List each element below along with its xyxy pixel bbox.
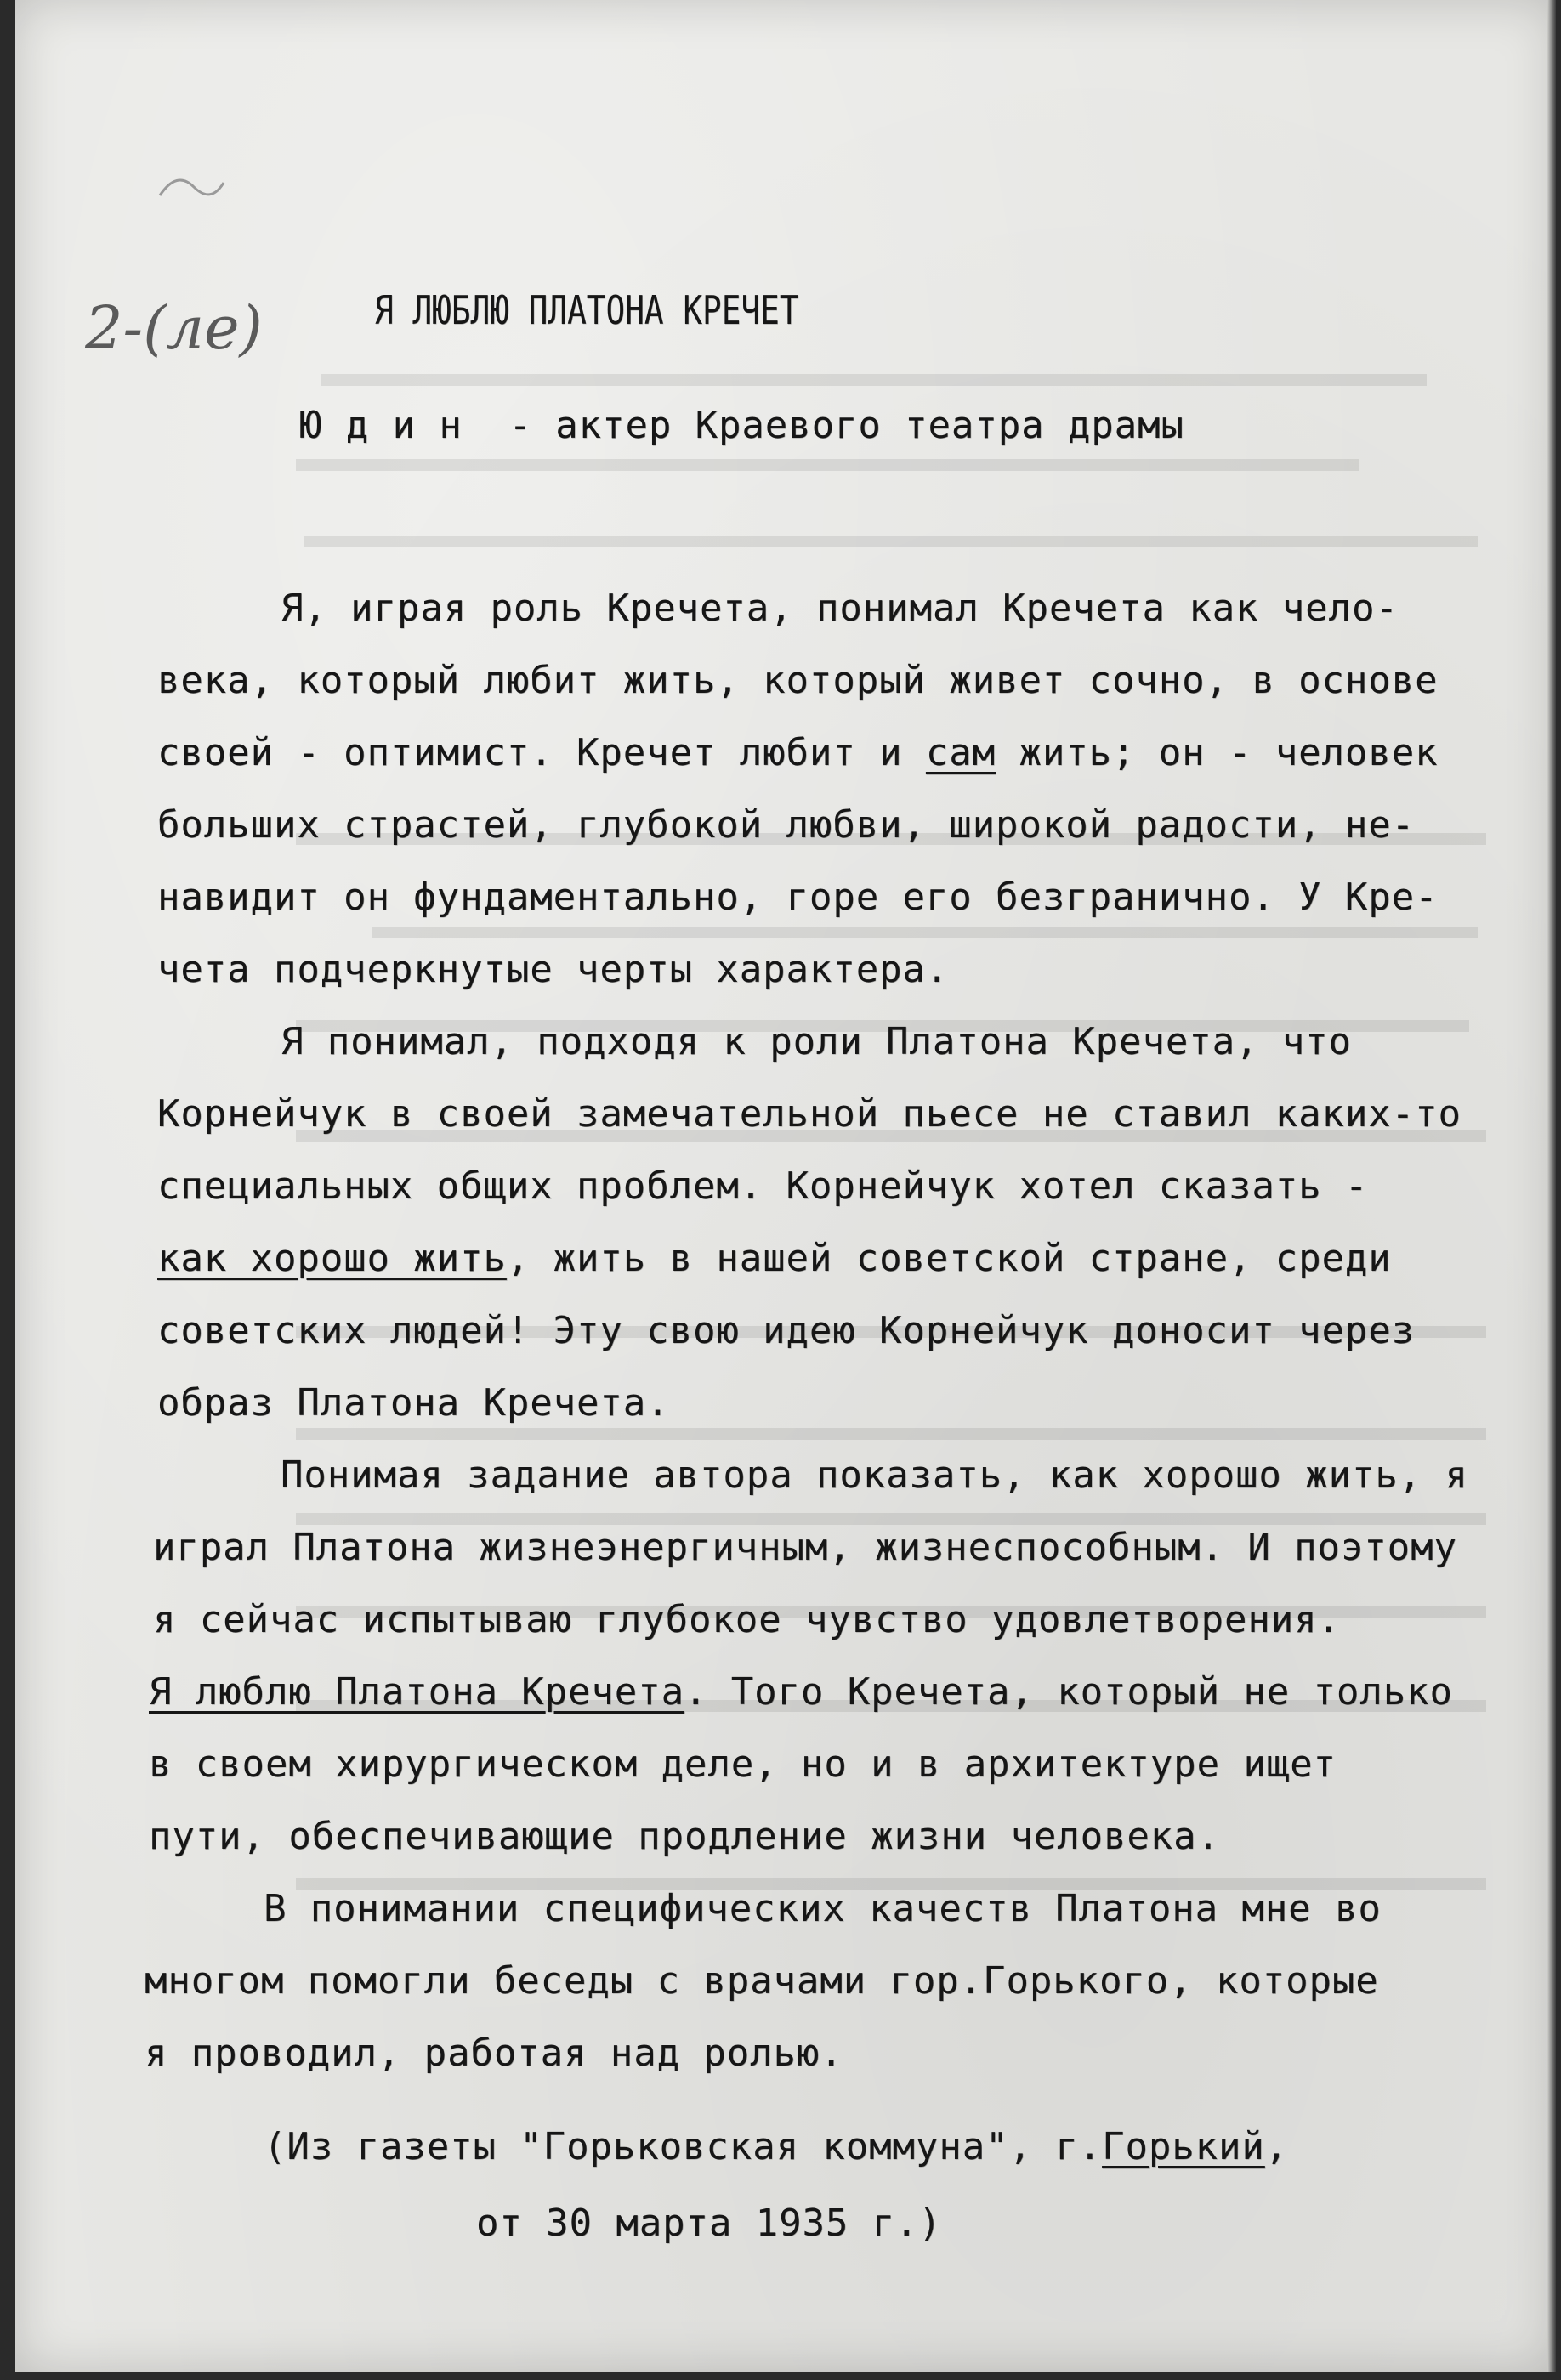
text-segment: Корнейчук в своей замечательной пьесе не ставил каких-то: [157, 1092, 1462, 1136]
body-line: [149, 1742, 1337, 1786]
body-line: [157, 1381, 670, 1425]
body-line: [153, 1526, 1457, 1569]
text-segment: века, который любит жить, который живет сочно, в основе: [157, 659, 1439, 702]
body-line: [149, 1815, 1220, 1858]
text-segment: играл Платона жизнеэнергичным, жизнеспособным. И поэтому: [153, 1526, 1457, 1569]
body-line: [145, 1959, 1379, 2003]
pencil-mark: [151, 162, 228, 212]
text-segment: я сейчас испытываю глубокое чувство удовлетворения.: [153, 1598, 1341, 1641]
text-segment: я проводил, работая над ролью.: [145, 2032, 843, 2075]
text-segment: образ Платона Кречета.: [157, 1381, 670, 1425]
body-line: [157, 1092, 1462, 1136]
body-line: [281, 586, 1399, 630]
body-line: [264, 1887, 1382, 1930]
document-page: [15, 0, 1556, 2372]
body-line: [145, 2032, 843, 2075]
body-line: [157, 1237, 1392, 1280]
text-segment: сам: [925, 731, 996, 774]
text-segment: (Из газеты "Горьковская коммуна", г.: [264, 2125, 1103, 2168]
body-line: [157, 731, 1438, 774]
text-segment: Я, играя роль Кречета, понимал Кречета как чело-: [281, 586, 1399, 630]
text-segment: В понимании специфических качеств Платона мне во: [264, 1887, 1382, 1930]
text-segment: , жить в нашей советской стране, среди: [506, 1237, 1392, 1280]
text-segment: . Того Кречета, который не только: [684, 1670, 1453, 1714]
text-segment: многом помогли беседы с врачами гор.Горького, которые: [145, 1959, 1379, 2003]
text-segment: навидит он фундаментально, горе его безгранично. У Кре-: [157, 876, 1439, 919]
text-segment: советских людей! Эту свою идею Корнейчук доносит через: [157, 1309, 1416, 1352]
body-line: [157, 659, 1438, 702]
text-segment: больших страстей, глубокой любви, широкой радости, не-: [157, 803, 1416, 847]
text-segment: в своем хирургическом деле, но и в архитектуре ищет: [149, 1742, 1337, 1786]
text-segment: специальных общих проблем. Корнейчук хотел сказать -: [157, 1164, 1369, 1208]
author-line: Ю д и н - актер Краевого театра драмы: [299, 404, 1184, 447]
text-segment: пути, обеспечивающие продление жизни человека.: [149, 1815, 1220, 1858]
source-citation-line: [264, 2125, 1288, 2168]
text-segment: своей - оптимист. Кречет любит и: [157, 731, 926, 774]
body-line: [157, 1164, 1368, 1208]
text-segment: чета подчеркнутые черты характера.: [157, 948, 950, 991]
text-segment: жить; он - человек: [996, 731, 1439, 774]
body-line: [157, 948, 949, 991]
text-segment: Я люблю Платона Кречета: [149, 1670, 684, 1714]
text-segment: Понимая задание автора показать, как хорошо жить, я: [281, 1454, 1468, 1497]
document-title: Я ЛЮБЛЮ ПЛАТОНА КРЕЧЕТ: [374, 287, 799, 333]
body-line: [153, 1598, 1341, 1641]
text-segment: ,: [1264, 2125, 1289, 2168]
body-line: [281, 1454, 1468, 1497]
body-line: [157, 803, 1415, 847]
body-line: [149, 1670, 1453, 1714]
margin-annotation: 2-(ле): [85, 293, 263, 363]
body-line: [157, 876, 1438, 919]
text-segment: как хорошо жить: [157, 1237, 507, 1280]
body-line: [281, 1020, 1352, 1063]
text-segment: Горький: [1102, 2125, 1265, 2168]
text-segment: Я понимал, подходя к роли Платона Кречета, что: [281, 1020, 1352, 1063]
source-date-line: от 30 марта 1935 г.): [476, 2202, 942, 2245]
body-line: [157, 1309, 1415, 1352]
